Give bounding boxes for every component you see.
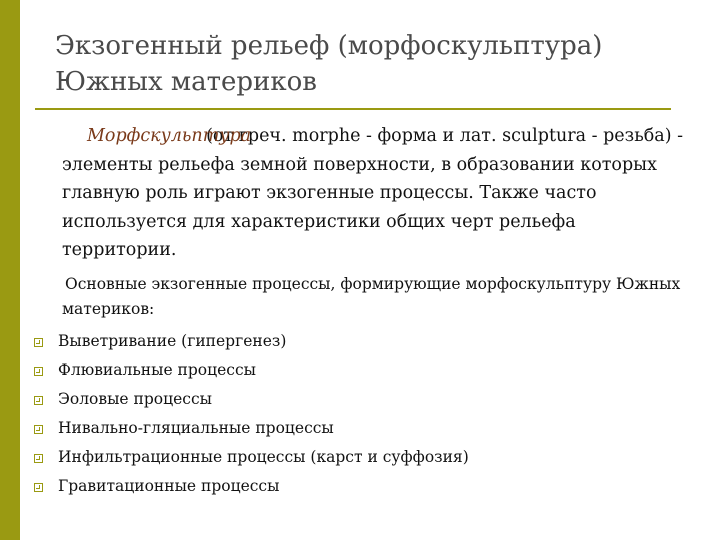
intro-text: Основные экзогенные процессы, формирующие морфоскульптуру Южных материков: — [62, 275, 681, 318]
list-item-label: Эоловые процессы — [58, 390, 212, 408]
list-item — [34, 443, 469, 472]
accent-side-bar — [0, 0, 20, 540]
title-divider — [35, 108, 671, 110]
list-item — [34, 327, 469, 356]
list-item — [34, 356, 469, 385]
list-item — [34, 472, 469, 501]
definition-term: Морфскульптура — [87, 126, 252, 146]
list-item-label: Гравитационные процессы — [58, 477, 280, 495]
definition-paragraph — [62, 122, 692, 265]
list-item-label: Нивально-гляциальные процессы — [58, 419, 334, 437]
square-bullet-icon — [34, 338, 43, 347]
list-item-label: Инфильтрационные процессы (карст и суффозия) — [58, 448, 469, 466]
square-bullet-icon — [34, 454, 43, 463]
square-bullet-icon — [34, 425, 43, 434]
square-bullet-icon — [34, 367, 43, 376]
process-list — [34, 327, 469, 501]
slide-title — [55, 28, 695, 100]
definition-text: (от греч. morphe - форма и лат. sculptura - резьба) - элементы рельефа земной поверхности, в образовании которых главную роль играют экзогенные процессы. Также часто используется для характеристики общих черт рельефа территории. — [62, 126, 684, 260]
list-item-label: Выветривание (гипергенез) — [58, 332, 287, 350]
square-bullet-icon — [34, 483, 43, 492]
intro-paragraph — [62, 272, 692, 322]
title-line-2: Южных материков — [55, 67, 317, 97]
list-item — [34, 385, 469, 414]
square-bullet-icon — [34, 396, 43, 405]
list-item — [34, 414, 469, 443]
title-line-1: Экзогенный рельеф (морфоскульптура) — [55, 31, 603, 61]
list-item-label: Флювиальные процессы — [58, 361, 256, 379]
